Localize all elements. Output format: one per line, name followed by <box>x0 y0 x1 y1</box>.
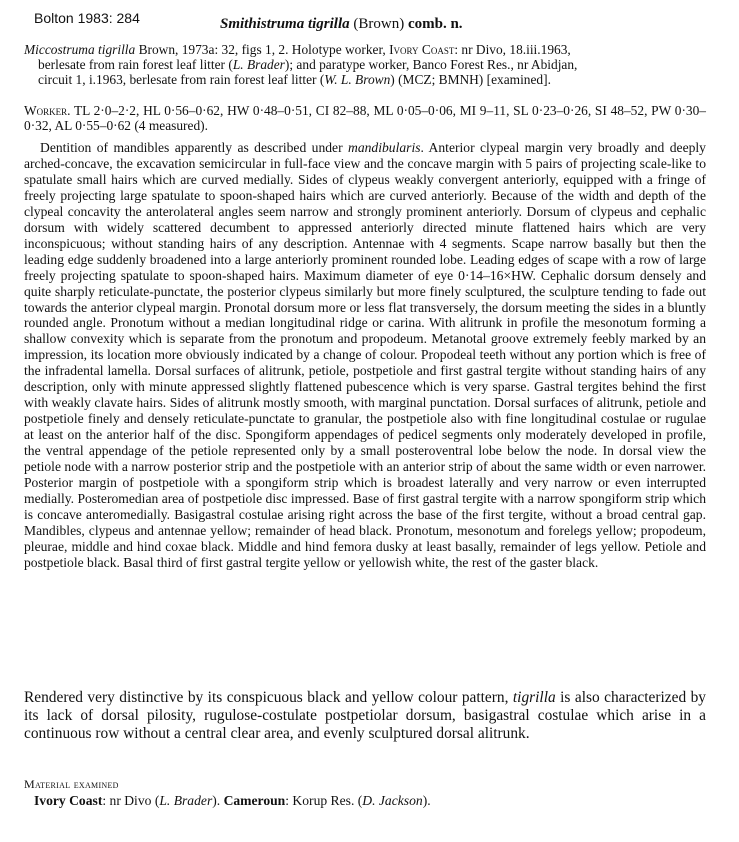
country-name: Cameroun <box>223 793 286 808</box>
material-heading: Material examined <box>24 777 119 791</box>
worker-label: Worker. <box>24 103 71 118</box>
species-name: Smithistruma tigrilla <box>220 16 350 32</box>
remarks-paragraph <box>24 689 706 744</box>
country-name: Ivory Coast <box>34 793 103 808</box>
synonymy-text: berlesate from rain forest leaf litter ( <box>38 57 233 73</box>
worker-measurements <box>24 103 706 133</box>
original-combination: Miccostruma tigrilla <box>24 42 136 57</box>
species-epithet: tigrilla <box>512 689 556 706</box>
material-text: : nr Divo ( <box>102 793 160 808</box>
species-heading <box>220 16 463 33</box>
synonymy-text: ) (MCZ; BMNH) [examined]. <box>390 72 551 88</box>
measurements-text: TL 2·0–2·2, HL 0·56–0·62, HW 0·48–0·51, CI 82–88, ML 0·05–0·06, MI 9–11, SL 0·23–0·26, SI 48–52, PW 0·30–0·32, AL 0·55–0·62 (4 measured). <box>24 103 706 134</box>
synonymy-text: circuit 1, i.1963, berlesate from rain forest leaf litter ( <box>38 72 325 88</box>
source-label: Bolton 1983: 284 <box>34 10 140 26</box>
species-author: (Brown) <box>349 16 408 32</box>
synonymy-text: : nr Divo, 18.iii.1963, <box>454 42 571 57</box>
collector-name: D. Jackson <box>362 793 423 808</box>
material-text: ). <box>212 793 224 808</box>
collector-name: L. Brader <box>159 793 213 808</box>
nomenclatural-status: comb. n. <box>407 16 463 32</box>
collector-name: L. Brader <box>232 57 285 73</box>
collector-name: W. L. Brown <box>324 72 391 88</box>
synonymy-line-2 <box>24 57 706 72</box>
type-country: Ivory Coast <box>389 42 455 57</box>
material-text: : Korup Res. ( <box>285 793 363 808</box>
description-paragraph <box>24 140 706 571</box>
synonymy-line-3 <box>24 72 706 87</box>
remarks-text: is also characterized by its lack of dorsal pilosity, rugulose-costulate postpetiolar dorsum, basigastral costulae which arise in a continuous row without a central clear area, and evenly sculptured dorsal alitrunk. <box>24 689 706 743</box>
description-text: . Anterior clypeal margin very broadly and deeply arched-concave, the excavation semicircular in full-face view and the concave margin with 5 pairs of projecting scale-like to spatulate small hairs which are curved medially. Sides of clypeus weakly convergent anteriorly, equipped with a fringe of freely projecting large spatulate to spoon-shaped hairs which are curved anteriorly. Because of the width and depth of the clypeal concavity the anterolateral angles seem narrow and strongly prominent anteriorly. Dorsum of clypeus and cephalic dorsum with widely scattered decumbent to appressed anteriorly directed minute flattened hairs which are very inconspicuous; without standing hairs of any description. Antennae with 4 segments. Scape narrow basally but then the leading edge suddenly broadened into a large anteriorly prominent rounded lobe. Leading edges of scape with a row of large freely projecting spatulate to spoon-shaped hairs. Maximum diameter of eye 0·14–16×HW. Cephalic dorsum densely and quite sharply reticulate-punctate, the posterior clypeus similarly but more finely sculptured, the sculpture tending to fade out towards the anterior clypeal margin. Pronotal dorsum more or less flat transversely, the dorsum meeting the sides in a bluntly rounded angle. Pronotum without a median longitudinal ridge or carina. With alitrunk in profile the mesonotum forming a shallow convexity which is separate from the pronotum and propodeum. Metanotal groove extremely feebly marked by an impression, its location more obviously indicated by a change of colour. Propodeal teeth without any portion which is free of the infradental lamella. Dorsal surfaces of alitrunk, petiole, postpetiole and first gastral tergite without standing hairs of any description, only with minute appressed slightly flattened pubescence which is very sparse. Gastral tergites behind the first with weakly clavate hairs. Sides of alitrunk mostly smooth, with marginal punctation. Dorsal surfaces of alitrunk, petiole and postpetiole finely and densely reticulate-punctate to granular, the postpetiole also with fine longitudinal costulae or rugulae at least on the anterior half of the disc. Spongiform appendages of pedicel segments only moderately developed in profile, the ventral appendage of the petiole represented only by a small posteroventral lobe below the node. In dorsal view the petiole node with a narrow posterior strip and the postpetiole with an anterior strip of about the same width or even narrower. Posterior margin of postpetiole with a spongiform strip which is broadest laterally and very narrow or even interrupted medially. Posteromedian area of postpetiole disc impressed. Base of first gastral tergite with a narrow spongiform strip which is concave anteromedially. Basigastral costulae arising right across the base of the first tergite, without a broad central gap. Mandibles, clypeus and antennae yellow; remainder of head black. Pronotum, mesonotum and forelegs yellow; propodeum, pleurae, middle and hind coxae black. Middle and hind femora dusky at least basally, remainder of legs yellow. Petiole and postpetiole black. Basal third of first gastral tergite yellow or yellowish white, the rest of the gaster black. <box>24 140 706 570</box>
synonymy-text: ); and paratype worker, Banco Forest Res., nr Abidjan, <box>284 57 578 73</box>
description-text: Dentition of mandibles apparently as described under <box>40 140 348 155</box>
synonymy-text: Brown, 1973a: 32, figs 1, 2. Holotype worker, <box>135 42 390 57</box>
species-reference: mandibularis <box>348 140 421 155</box>
synonymy-paragraph <box>24 42 706 88</box>
material-examined <box>34 793 706 809</box>
remarks-text: Rendered very distinctive by its conspicuous black and yellow colour pattern, <box>24 689 513 706</box>
material-text: ). <box>422 793 431 808</box>
synonymy-line-1 <box>24 42 706 57</box>
